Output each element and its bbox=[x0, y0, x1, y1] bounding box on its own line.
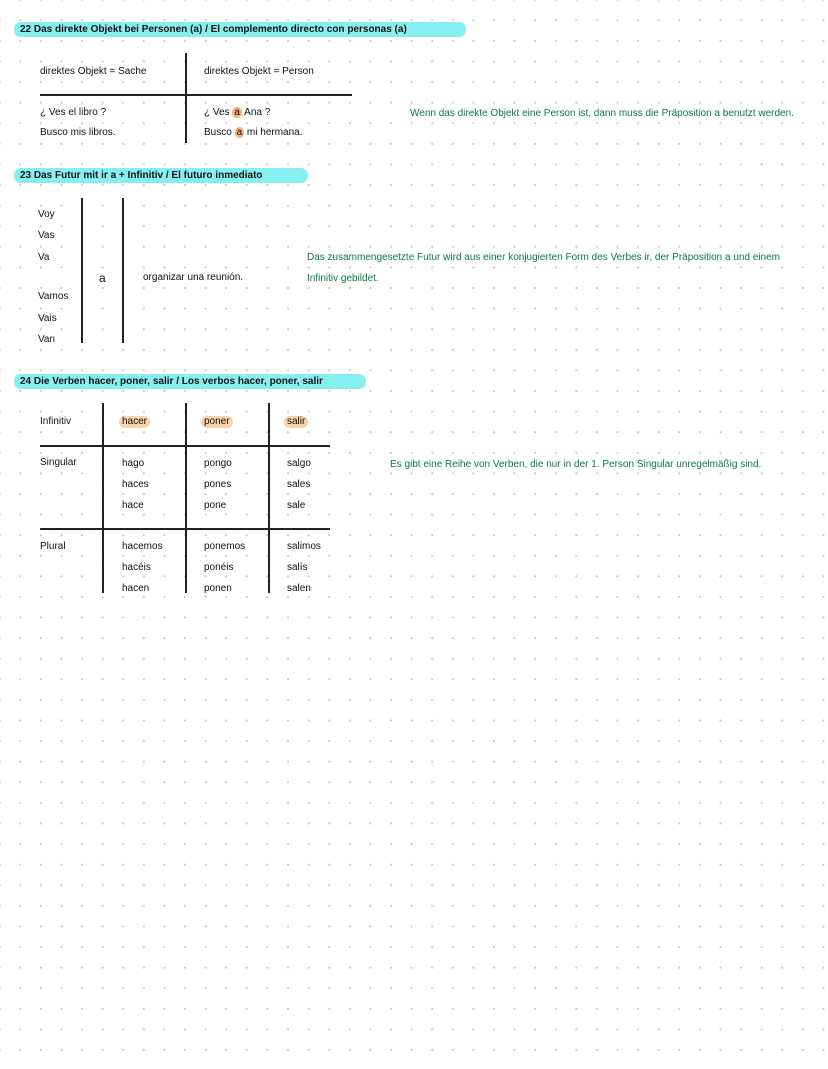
divider bbox=[40, 445, 330, 447]
text: ¿ Ves bbox=[204, 107, 230, 118]
example: ¿ Ves el libro ? bbox=[40, 107, 107, 118]
verb: Van bbox=[38, 334, 56, 345]
note: Wenn das direkte Objekt eine Person ist, dann muss die Präposition a benutzt werden. bbox=[410, 108, 794, 119]
form: hacemos bbox=[122, 541, 163, 552]
form: salimos bbox=[287, 541, 321, 552]
form: pongo bbox=[204, 458, 232, 469]
section-24-title: 24 Die Verben hacer, poner, salir / Los verbos hacer, poner, salir bbox=[14, 374, 366, 389]
infinitive: poner bbox=[201, 416, 233, 428]
note: Es gibt eine Reihe von Verben, die nur in der 1. Person Singular unregelmäßig sind. bbox=[390, 459, 762, 470]
form: haces bbox=[122, 479, 149, 490]
section-22-title: 22 Das direkte Objekt bei Personen (a) / El complemento directo con personas (a) bbox=[14, 22, 466, 37]
divider bbox=[40, 528, 330, 530]
highlighted-a: a bbox=[234, 107, 240, 118]
note: Das zusammengesetzte Futur wird aus einer konjugierten Form des Verbes ir, der Präposition a und einem Infinitiv gebildet. bbox=[307, 252, 781, 284]
preposition: a bbox=[99, 271, 106, 285]
table-header: direktes Objekt = Person bbox=[204, 66, 314, 77]
divider bbox=[40, 94, 352, 96]
infinitive-phrase: organizar una reunión. bbox=[143, 272, 244, 283]
verb: Va bbox=[38, 252, 50, 263]
form: hacéis bbox=[122, 562, 151, 573]
example bbox=[204, 127, 303, 139]
row-label: Plural bbox=[40, 541, 66, 552]
divider bbox=[268, 403, 270, 593]
divider bbox=[102, 403, 104, 593]
table-header: direktes Objekt = Sache bbox=[40, 66, 147, 77]
verb: Vais bbox=[38, 313, 57, 324]
divider bbox=[185, 403, 187, 593]
text: Ana ? bbox=[244, 107, 271, 118]
form: hacen bbox=[122, 583, 150, 594]
divider bbox=[185, 53, 187, 143]
form: pones bbox=[204, 479, 232, 490]
form: salís bbox=[287, 562, 308, 573]
form: hace bbox=[122, 500, 144, 511]
form: salgo bbox=[287, 458, 311, 469]
text: mi hermana. bbox=[246, 127, 303, 138]
form: hago bbox=[122, 458, 145, 469]
highlighted-a: a bbox=[236, 127, 243, 138]
infinitive: hacer bbox=[119, 416, 150, 428]
verb: Vamos bbox=[38, 291, 69, 302]
text: Busco bbox=[204, 127, 232, 138]
form: pone bbox=[204, 500, 227, 511]
form: sale bbox=[287, 500, 306, 511]
divider bbox=[122, 198, 124, 343]
section-23-title: 23 Das Futur mit ir a + Infinitiv / El futuro inmediato bbox=[14, 168, 308, 183]
example: Busco mis libros. bbox=[40, 127, 116, 138]
form: ponen bbox=[204, 583, 232, 594]
form: salen bbox=[287, 583, 311, 594]
row-label: Infinitiv bbox=[40, 416, 72, 427]
verb: Vas bbox=[38, 230, 55, 241]
infinitive: salir bbox=[284, 416, 308, 428]
form: ponéis bbox=[204, 562, 234, 573]
example bbox=[204, 107, 270, 119]
form: ponemos bbox=[204, 541, 246, 552]
row-label: Singular bbox=[40, 457, 77, 468]
verb: Voy bbox=[38, 209, 55, 220]
form: sales bbox=[287, 479, 311, 490]
divider bbox=[81, 198, 83, 343]
